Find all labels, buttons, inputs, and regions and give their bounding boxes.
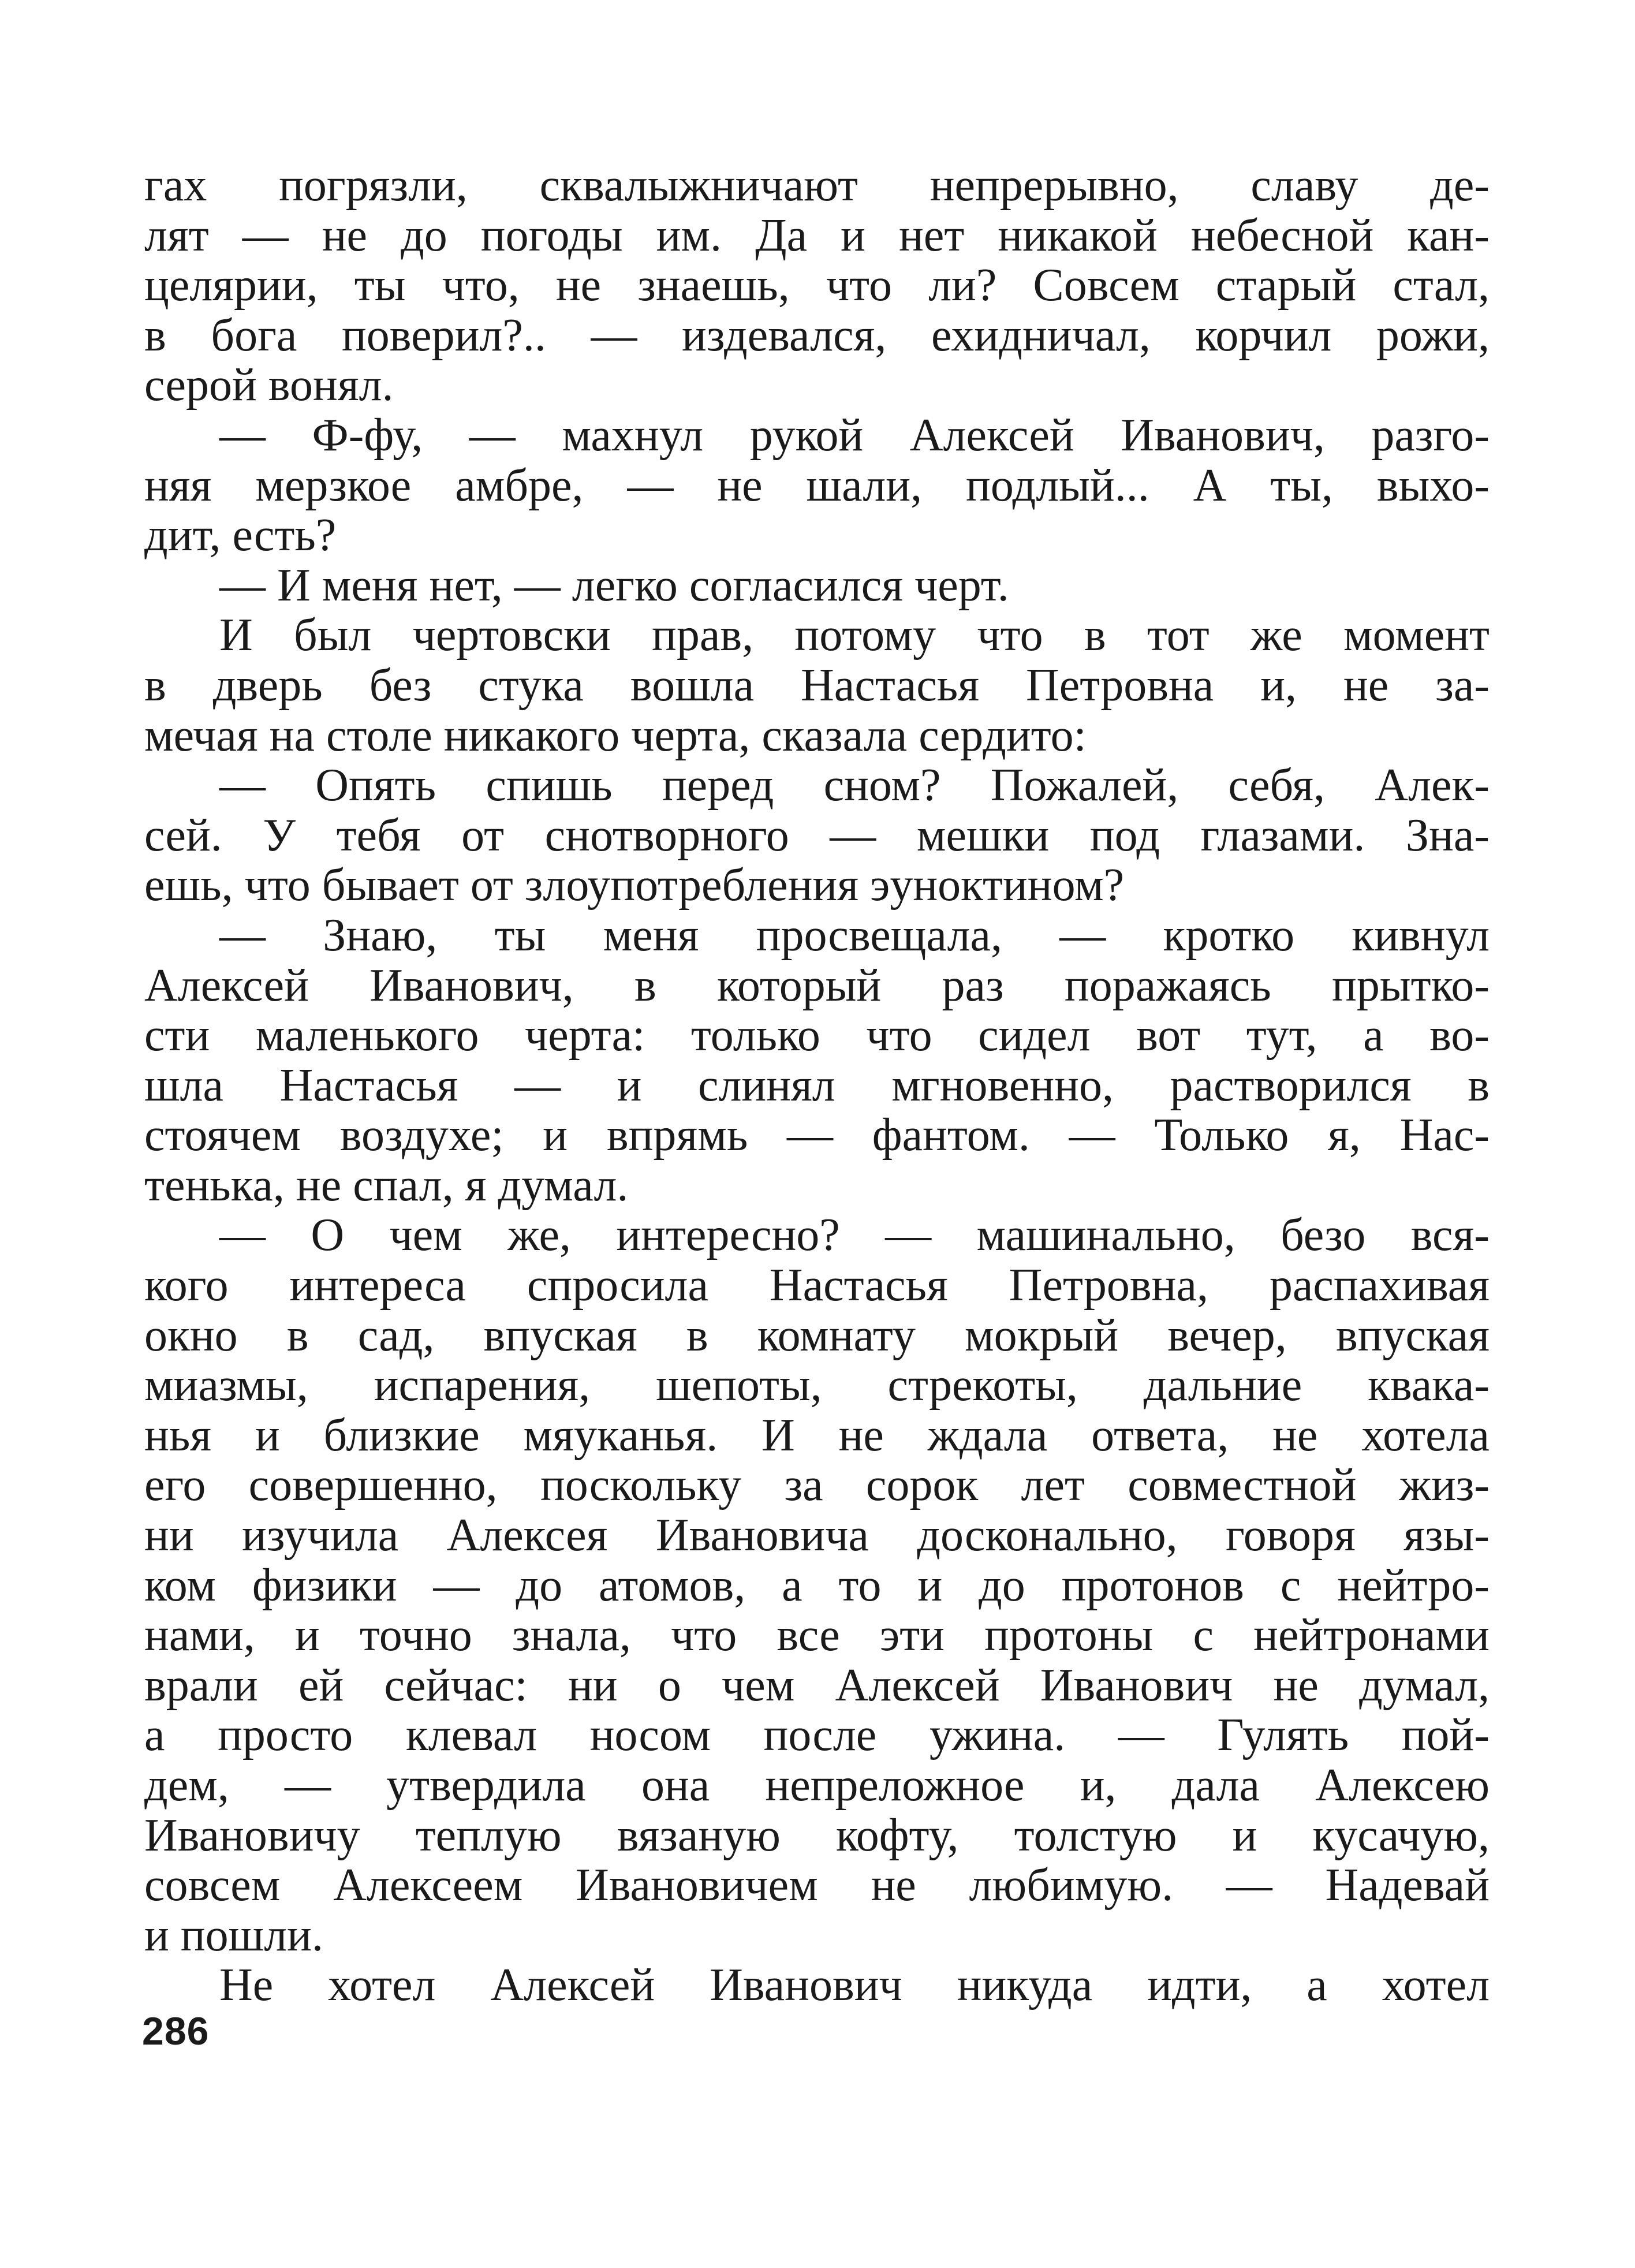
text-line: ни изучила Алексея Ивановича досконально, говоря язы- [144, 1510, 1490, 1561]
text-line: тенька, не спал, я думал. [144, 1159, 629, 1211]
text-line: шла Настасья — и слинял мгновенно, растворился в [144, 1060, 1490, 1111]
text-line: врали ей сейчас: ни о чем Алексей Иванович не думал, [144, 1659, 1490, 1711]
text-line: совсем Алексеем Ивановичем не любимую. — Надевай [144, 1860, 1490, 1911]
text-line: — О чем же, интересно? — машинально, безо вся- [219, 1210, 1490, 1261]
text-line: серой вонял. [144, 360, 394, 411]
text-line: Ивановичу теплую вязаную кофту, толстую и кусачую, [144, 1810, 1490, 1861]
text-line: — И меня нет, — легко согласился черт. [219, 559, 1009, 611]
text-line: — Ф-фу, — махнул рукой Алексей Иванович, разго- [219, 409, 1490, 461]
text-line: ком физики — до атомов, а то и до протонов с нейтро- [144, 1560, 1490, 1611]
text-line: окно в сад, впуская в комнату мокрый вечер, впуская [144, 1310, 1490, 1361]
text-line: кого интереса спросила Настасья Петровна, распахивая [144, 1260, 1490, 1311]
text-line: в дверь без стука вошла Настасья Петровна и, не за- [144, 659, 1490, 711]
text-line: нами, и точно знала, что все эти протоны с нейтронами [144, 1610, 1490, 1661]
text-line: стоячем воздухе; и впрямь — фантом. — Только я, Нас- [144, 1110, 1490, 1161]
text-line: его совершенно, поскольку за сорок лет совместной жиз- [144, 1460, 1490, 1511]
text-line: ешь, что бывает от злоупотребления эуноктином? [144, 860, 1125, 911]
text-line: в бога поверил?.. — издевался, ехидничал, корчил рожи, [144, 309, 1490, 361]
text-line: дит, есть? [144, 510, 337, 561]
text-line: сти маленького черта: только что сидел вот тут, а во- [144, 1010, 1490, 1061]
text-line: миазмы, испарения, шепоты, стрекоты, дальние квака- [144, 1360, 1490, 1411]
text-line: целярии, ты что, не знаешь, что ли? Совсем старый стал, [144, 260, 1490, 311]
text-line: И был чертовски прав, потому что в тот же момент [219, 610, 1490, 661]
text-line: сей. У тебя от снотворного — мешки под глазами. Зна- [144, 810, 1490, 861]
text-line: нья и близкие мяуканья. И не ждала ответа, не хотела [144, 1409, 1490, 1461]
text-line: гах погрязли, сквалыжничают непрерывно, славу де- [144, 160, 1490, 211]
text-line: Алексей Иванович, в который раз поражаясь прытко- [144, 960, 1490, 1011]
text-line: — Опять спишь перед сном? Пожалей, себя, Алек- [219, 760, 1490, 811]
text-line: а просто клевал носом после ужина. — Гулять пой- [144, 1710, 1490, 1761]
page-number: 286 [142, 2009, 210, 2053]
text-line: мечая на столе никакого черта, сказала сердито: [144, 710, 1087, 761]
text-line: няя мерзкое амбре, — не шали, подлый... А ты, выхо- [144, 460, 1490, 511]
body-text [144, 161, 1490, 2010]
text-line: и пошли. [144, 1909, 323, 1961]
text-line: — Знаю, ты меня просвещала, — кротко кивнул [219, 909, 1490, 961]
text-line: Не хотел Алексей Иванович никуда идти, а хотел [219, 1960, 1490, 2011]
text-line: лят — не до погоды им. Да и нет никакой небесной кан- [144, 210, 1490, 261]
text-line: дем, — утвердила она непреложное и, дала Алексею [144, 1760, 1490, 1811]
